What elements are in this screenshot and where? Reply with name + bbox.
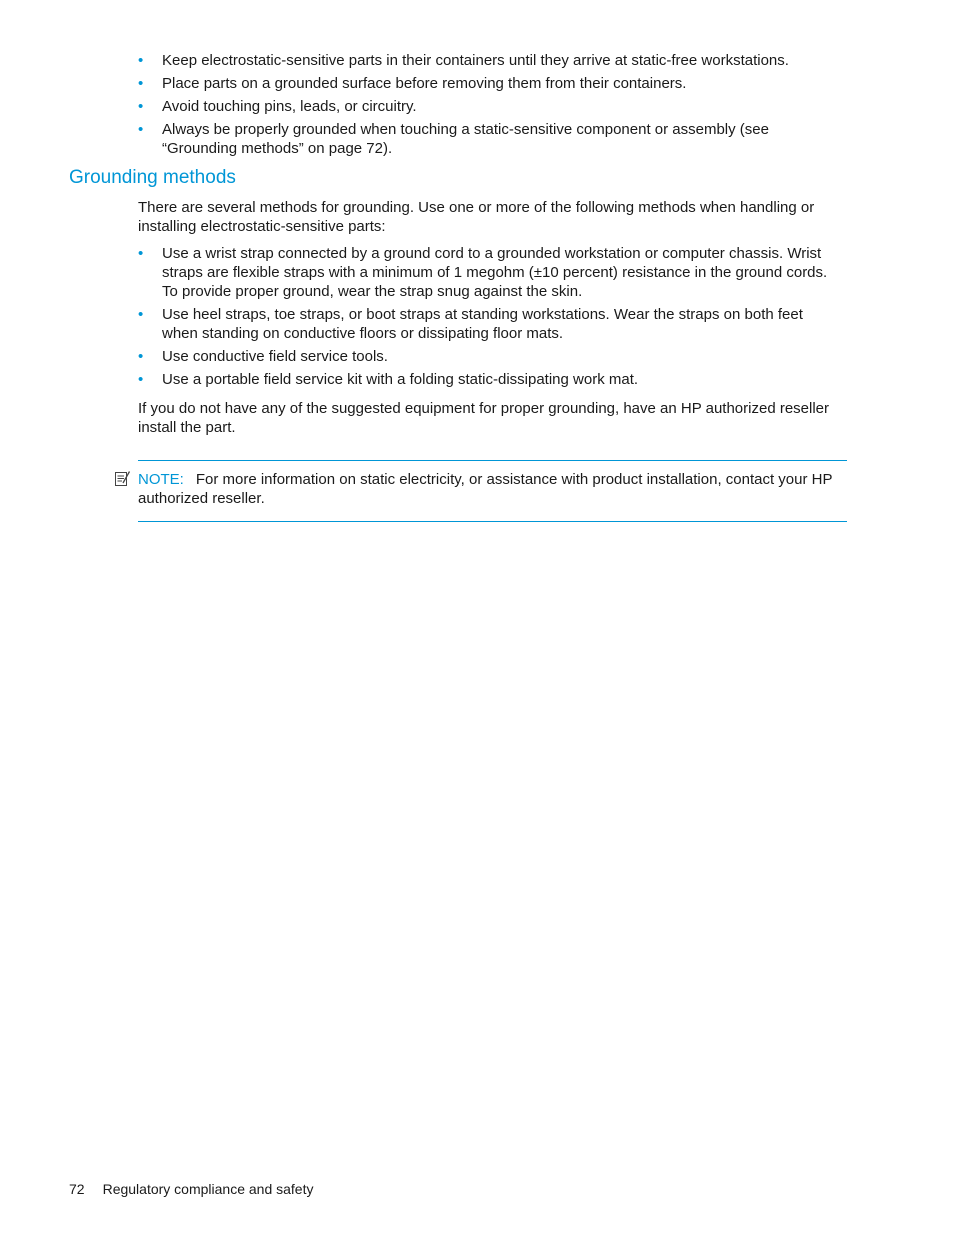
- list-item-text: Use conductive field service tools.: [162, 348, 388, 365]
- bullet-icon: •: [138, 121, 144, 138]
- note-text: For more information on static electricity, or assistance with product installation, contact your HP authorized reseller.: [138, 471, 833, 507]
- list-item: [138, 120, 838, 158]
- list-item: [138, 74, 838, 93]
- list-item-text: Place parts on a grounded surface before removing them from their containers.: [162, 75, 687, 92]
- list-item-text: Use a wrist strap connected by a ground cord to a grounded workstation or computer chassis. Wrist straps are flexible straps with a minimum of 1 megohm (±10 percent) resistance in the ground cords. To provide proper ground, wear the strap snug against the skin.: [162, 245, 828, 300]
- list-item-text: Always be properly grounded when touching a static-sensitive component or assembly (see “Grounding methods” on page 72).: [162, 121, 769, 157]
- list-item-text: Use a portable field service kit with a folding static-dissipating work mat.: [162, 371, 639, 388]
- bullet-icon: •: [138, 75, 144, 92]
- static-precautions-list: [138, 51, 838, 162]
- note-box: [138, 460, 847, 522]
- bullet-icon: •: [138, 245, 144, 262]
- list-item: [138, 97, 838, 116]
- list-item: [138, 51, 838, 70]
- list-item-text: Avoid touching pins, leads, or circuitry.: [162, 98, 417, 115]
- bullet-icon: •: [138, 52, 144, 69]
- list-item-text: Keep electrostatic-sensitive parts in their containers until they arrive at static-free workstations.: [162, 52, 789, 69]
- bullet-icon: •: [138, 98, 144, 115]
- bullet-icon: •: [138, 306, 144, 323]
- list-item: [138, 370, 838, 389]
- footer-section-title: Regulatory compliance and safety: [102, 1181, 314, 1197]
- section-closing: If you do not have any of the suggested equipment for proper grounding, have an HP authorized reseller install the part.: [138, 400, 830, 436]
- bullet-icon: •: [138, 348, 144, 365]
- section-intro: There are several methods for grounding. Use one or more of the following methods when handling or installing electrostatic-sensitive parts:: [138, 199, 815, 235]
- section-heading: Grounding methods: [69, 167, 236, 188]
- note-icon: [114, 470, 131, 487]
- list-item: [138, 244, 838, 301]
- note-content: [138, 470, 847, 508]
- list-item: [138, 347, 838, 366]
- bullet-icon: •: [138, 371, 144, 388]
- page-number: 72: [69, 1181, 85, 1197]
- list-item-text: Use heel straps, toe straps, or boot straps at standing workstations. Wear the straps on both feet when standing on conductive floors or dissipating floor mats.: [162, 306, 803, 342]
- list-item: [138, 305, 838, 343]
- note-label: NOTE:: [138, 471, 184, 488]
- page-footer: [69, 1180, 313, 1198]
- grounding-methods-list: [138, 244, 838, 393]
